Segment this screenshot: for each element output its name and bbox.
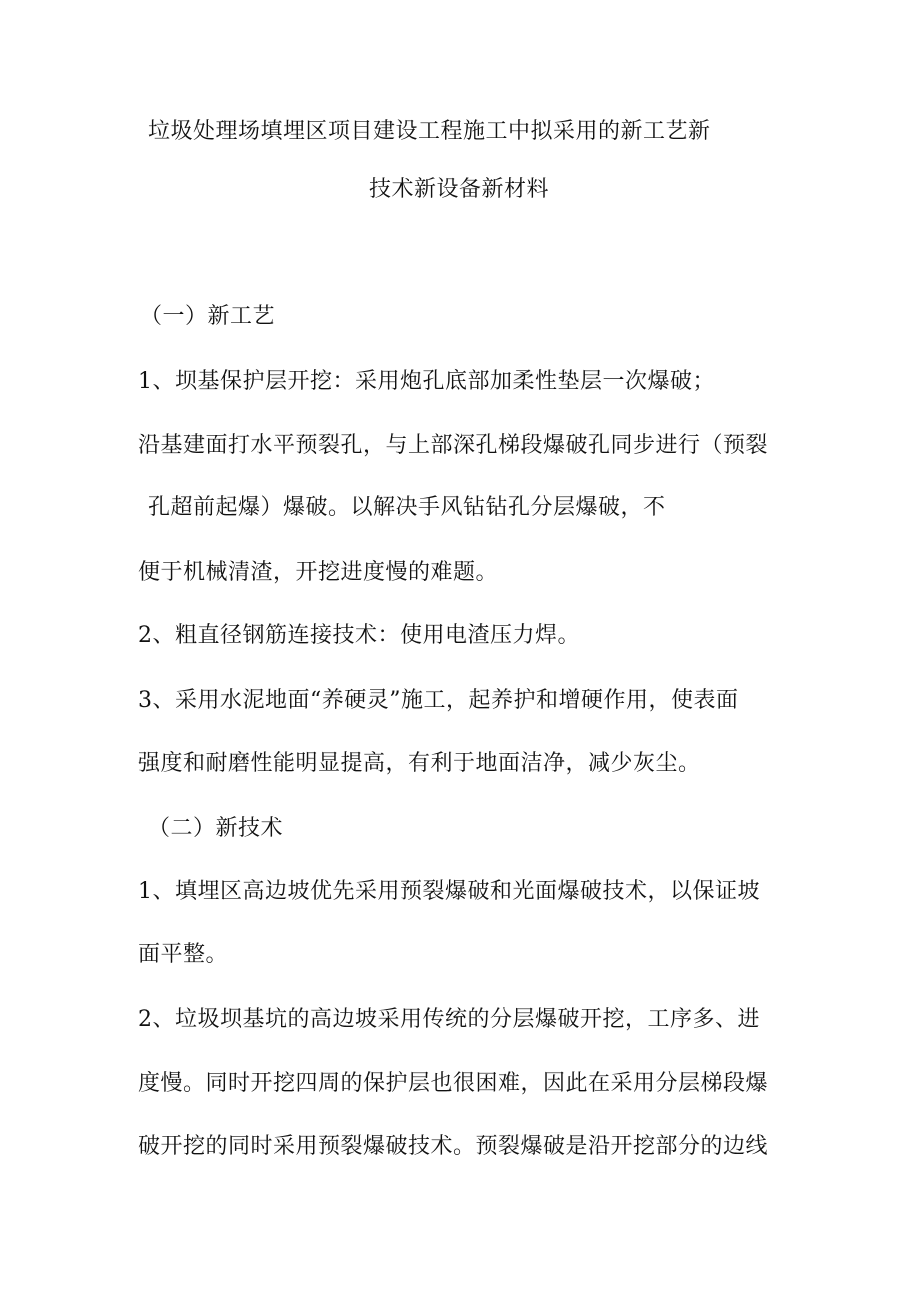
paragraph-line: 1、坝基保护层开挖：采用炮孔底部加柔性垫层一次爆破； [138, 369, 715, 394]
document-title-line-2: 技术新设备新材料 [369, 177, 550, 202]
paragraph-line: 2、垃圾坝基坑的高边坡采用传统的分层爆破开挖，工序多、进 [138, 1007, 760, 1032]
section-heading-new-technology: （二）新技术 [148, 816, 284, 841]
paragraph-line: 沿基建面打水平预裂孔，与上部深孔梯段爆破孔同步进行（预裂 [138, 433, 769, 458]
paragraph-line: 3、采用水泥地面“养硬灵”施工，起养护和增硬作用，使表面 [138, 688, 739, 713]
paragraph-line: 度慢。同时开挖四周的保护层也很困难，因此在采用分层梯段爆 [138, 1071, 769, 1096]
paragraph-line: 2、粗直径钢筋连接技术：使用电渣压力焊。 [138, 623, 580, 648]
paragraph-line: 强度和耐磨性能明显提高，有利于地面洁净，减少灰尘。 [138, 751, 701, 776]
paragraph-line: 1、填埋区高边坡优先采用预裂爆破和光面爆破技术，以保证坡 [138, 879, 760, 904]
paragraph-line: 便于机械清渣，开挖进度慢的难题。 [138, 560, 499, 585]
section-heading-new-process: （一）新工艺 [140, 304, 276, 329]
paragraph-line: 孔超前起爆）爆破。以解决手风钻钻孔分层爆破，不 [148, 495, 666, 520]
paragraph-line: 破开挖的同时采用预裂爆破技术。预裂爆破是沿开挖部分的边线 [138, 1134, 769, 1159]
paragraph-line: 面平整。 [138, 942, 229, 967]
document-title-line-1: 垃圾处理场填埋区项目建设工程施工中拟采用的新工艺新 [148, 119, 711, 144]
